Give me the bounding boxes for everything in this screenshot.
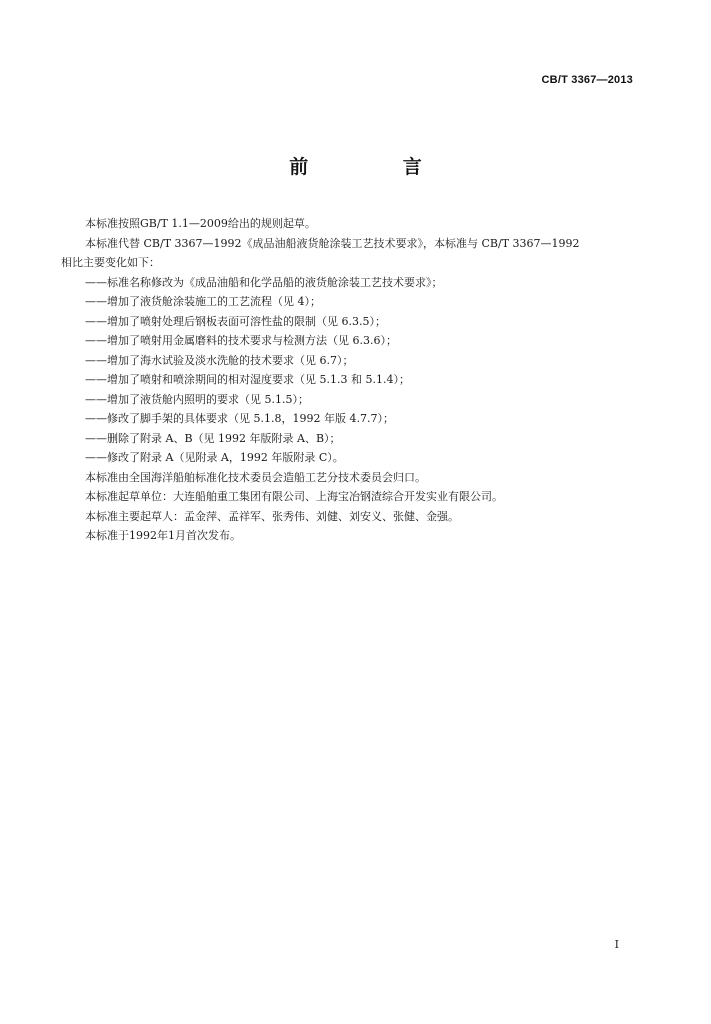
paragraph-drafting-units: 本标准起草单位：大连船舶重工集团有限公司、上海宝冶钢渣综合开发实业有限公司。: [85, 490, 503, 503]
change-item: ——修改了脚手架的具体要求（见 5.1.8，1992 年版 4.7.7）；: [85, 412, 394, 425]
changes-list: [61, 273, 641, 468]
change-item: ——标准名称修改为《成品油船和化学品船的液货舱涂装工艺技术要求》；: [85, 275, 443, 289]
document-code: CB/T 3367—2013: [541, 74, 633, 86]
paragraph-drafters: 本标准主要起草人：孟金萍、孟祥军、张秀伟、刘健、刘安义、张健、金强。: [85, 509, 459, 523]
change-item: ——修改了附录 A（见附录 A，1992 年版附录 C）。: [85, 451, 344, 464]
paragraph-first-published: 本标准于1992年1月首次发布。: [85, 529, 241, 542]
page-title: 前 言: [289, 156, 466, 178]
paragraph-replaces-line2: 相比主要变化如下：: [61, 256, 160, 269]
change-item: ——删除了附录 A、B（见 1992 年版附录 A、B）；: [85, 431, 341, 445]
paragraph-drafting-rules: 本标准按照GB/T 1.1—2009给出的规则起草。: [85, 217, 316, 230]
page-number: I: [614, 938, 619, 951]
change-item: ——增加了喷射和喷涂期间的相对湿度要求（见 5.1.3 和 5.1.4）；: [85, 373, 410, 386]
change-item: ——增加了喷射处理后钢板表面可溶性盐的限制（见 6.3.5）；: [85, 314, 386, 328]
change-item: ——增加了液货舱内照明的要求（见 5.1.5）；: [85, 392, 309, 406]
change-item: ——增加了喷射用金属磨料的技术要求与检测方法（见 6.3.6）；: [85, 334, 397, 347]
change-item: ——增加了海水试验及淡水洗舱的技术要求（见 6.7）；: [85, 353, 354, 367]
change-item: ——增加了液货舱涂装施工的工艺流程（见 4）；: [85, 295, 321, 308]
paragraph-proposed-by: 本标准由全国海洋船舶标准化技术委员会造船工艺分技术委员会归口。: [85, 470, 426, 484]
foreword-body: [61, 214, 641, 546]
paragraph-replaces-line1: 本标准代替 CB/T 3367—1992《成品油船液货舱涂装工艺技术要求》，本标准与 CB/T 3367—1992: [85, 236, 580, 250]
